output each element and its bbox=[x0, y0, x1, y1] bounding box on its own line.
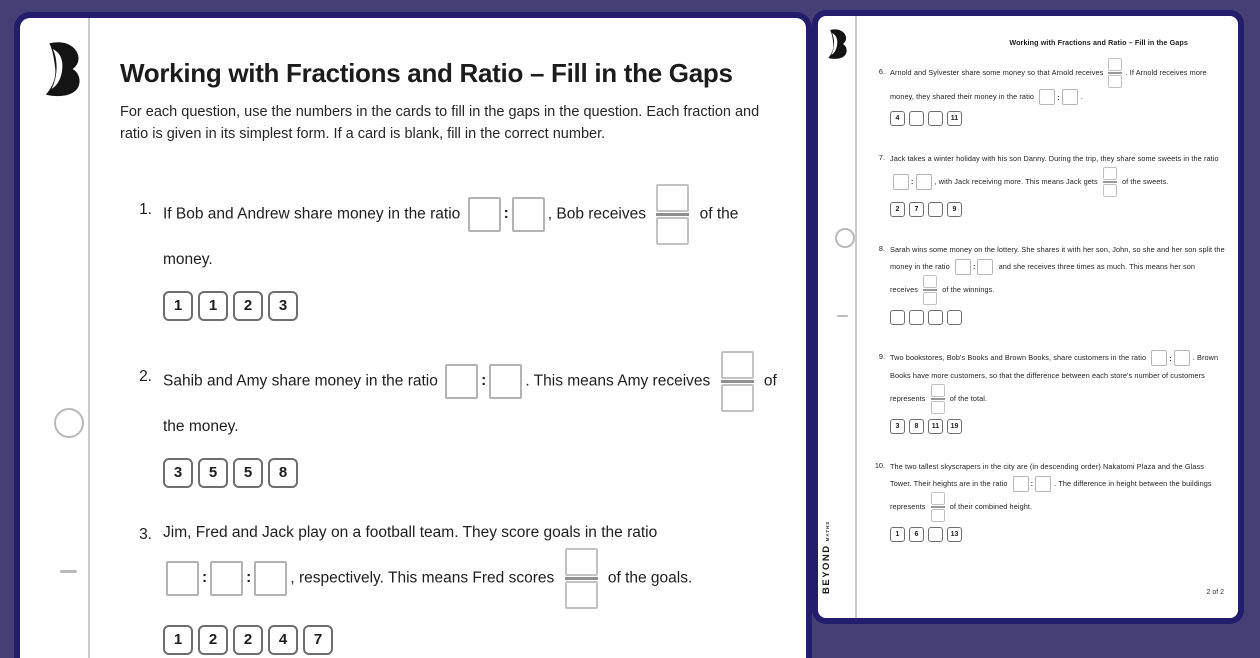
number-card: 1 bbox=[890, 527, 905, 542]
question-body bbox=[890, 349, 1225, 434]
question-text bbox=[890, 150, 1225, 197]
number-card: 2 bbox=[233, 625, 263, 655]
number-card: 8 bbox=[909, 419, 924, 434]
ratio-colon: : bbox=[503, 205, 509, 222]
ratio-colon: : bbox=[1030, 479, 1034, 489]
question-text-segment: , respectively. This means Fred scores bbox=[290, 569, 559, 587]
question-body bbox=[890, 150, 1225, 217]
question-text bbox=[890, 349, 1225, 414]
question-body bbox=[163, 184, 780, 321]
page-header-title: Working with Fractions and Ratio – Fill in the Gaps bbox=[1009, 38, 1188, 47]
ratio-colon: : bbox=[202, 569, 208, 586]
number-card: 5 bbox=[233, 458, 263, 488]
ratio-gap-boxes bbox=[1039, 89, 1078, 106]
ratio-gap-boxes bbox=[893, 173, 932, 190]
ratio-gap-boxes bbox=[1013, 475, 1052, 492]
question-text-segment: Jim, Fred and Jack play on a football team. They score goals in the ratio bbox=[163, 523, 658, 541]
page-edge-dash bbox=[60, 570, 77, 573]
fraction-line bbox=[923, 289, 937, 291]
ratio-colon: : bbox=[972, 262, 976, 272]
hole-punch-circle bbox=[54, 408, 84, 438]
ratio-gap-box bbox=[1062, 89, 1078, 105]
question-text-segment: of the goals. bbox=[603, 569, 693, 587]
number-cards bbox=[163, 625, 780, 655]
beyond-b-logo-icon bbox=[40, 40, 82, 98]
number-card: 2 bbox=[233, 291, 263, 321]
ratio-colon: : bbox=[1169, 353, 1172, 363]
fraction-numerator-box bbox=[656, 184, 689, 212]
fraction-gap bbox=[1103, 167, 1117, 197]
ratio-colon: : bbox=[481, 372, 487, 389]
question-number: 1. bbox=[139, 200, 152, 218]
page-margin-line bbox=[88, 18, 90, 658]
number-cards bbox=[890, 310, 1225, 325]
question-text-segment: of the winnings. bbox=[940, 285, 995, 295]
ratio-gap-box bbox=[1013, 476, 1029, 492]
question-text-segment: of their combined height. bbox=[947, 502, 1033, 512]
number-card bbox=[909, 310, 924, 325]
number-card bbox=[928, 310, 943, 325]
number-card: 4 bbox=[890, 111, 905, 126]
number-card bbox=[928, 202, 943, 217]
question bbox=[130, 518, 780, 655]
ratio-colon: : bbox=[911, 177, 914, 187]
number-card: 13 bbox=[947, 527, 962, 542]
number-card: 1 bbox=[198, 291, 228, 321]
question-text-segment: and she receives three times as much. This means her son receives bbox=[890, 261, 1196, 295]
ratio-gap-boxes bbox=[955, 258, 994, 275]
number-card: 3 bbox=[268, 291, 298, 321]
question-text-segment: If Bob and Andrew share money in the ratio bbox=[163, 205, 465, 223]
fraction-gap bbox=[1108, 58, 1122, 88]
ratio-gap-box bbox=[977, 259, 993, 275]
question-number: 2. bbox=[139, 367, 152, 385]
number-card: 6 bbox=[909, 527, 924, 542]
fraction-denominator-box bbox=[656, 217, 689, 245]
question-text-segment: of the money. bbox=[163, 205, 739, 268]
number-card: 2 bbox=[198, 625, 228, 655]
fraction-numerator-box bbox=[923, 275, 937, 288]
question-text-segment: The two tallest skyscrapers in the city are (in descending order) Nakatomi Plaza and the Glass Tower. Their heights are in the ratio bbox=[890, 461, 1204, 488]
number-card bbox=[928, 111, 943, 126]
fraction-numerator-box bbox=[931, 384, 945, 397]
question bbox=[872, 458, 1225, 543]
question-number: 3. bbox=[139, 525, 152, 543]
question-text bbox=[163, 518, 780, 609]
ratio-gap-box bbox=[489, 364, 522, 399]
number-cards bbox=[890, 111, 1225, 126]
fraction-denominator-box bbox=[1103, 184, 1117, 197]
question bbox=[130, 184, 780, 321]
fraction-line bbox=[1103, 181, 1117, 183]
beyond-b-logo-icon bbox=[825, 28, 848, 60]
fraction-numerator-box bbox=[1103, 167, 1117, 180]
beyond-brand-wordmark bbox=[821, 521, 832, 594]
number-cards bbox=[890, 527, 1225, 542]
question-text-segment: of the money. bbox=[163, 372, 777, 435]
question-text-segment: . The difference in height between the buildings represents bbox=[890, 478, 1212, 512]
number-card: 19 bbox=[947, 419, 962, 434]
fraction-line bbox=[565, 577, 598, 580]
number-card: 5 bbox=[198, 458, 228, 488]
ratio-gap-box bbox=[916, 174, 932, 190]
fraction-denominator-box bbox=[721, 384, 754, 412]
number-card bbox=[947, 310, 962, 325]
question-text bbox=[890, 58, 1225, 106]
right-questions bbox=[872, 58, 1225, 542]
question-text-segment: . This means Amy receives bbox=[525, 372, 715, 390]
fraction-denominator-box bbox=[931, 509, 945, 522]
question-text bbox=[163, 184, 780, 275]
question-body bbox=[163, 518, 780, 655]
number-card: 3 bbox=[163, 458, 193, 488]
brand-sub-text: MATHS bbox=[825, 520, 830, 542]
question-text bbox=[890, 241, 1225, 306]
number-card: 1 bbox=[163, 291, 193, 321]
fraction-line bbox=[721, 380, 754, 383]
fraction-numerator-box bbox=[721, 351, 754, 379]
fraction-line bbox=[656, 213, 689, 216]
question bbox=[872, 349, 1225, 434]
question bbox=[872, 241, 1225, 326]
fraction-gap bbox=[656, 184, 689, 245]
question-text-segment: Arnold and Sylvester share some money so that Arnold receives bbox=[890, 67, 1106, 77]
number-card bbox=[928, 527, 943, 542]
fraction-line bbox=[931, 506, 945, 508]
question-text-segment: , with Jack receiving more. This means Jack gets bbox=[934, 176, 1100, 186]
ratio-gap-box bbox=[955, 259, 971, 275]
fraction-numerator-box bbox=[1108, 58, 1122, 71]
question-text-segment: of the total. bbox=[947, 393, 988, 403]
question bbox=[130, 351, 780, 488]
question bbox=[872, 58, 1225, 126]
question-body bbox=[890, 241, 1225, 326]
number-card: 9 bbox=[947, 202, 962, 217]
question-number: 10. bbox=[874, 460, 885, 470]
number-cards bbox=[890, 202, 1225, 217]
ratio-gap-box bbox=[254, 561, 287, 596]
worksheet-page-2 bbox=[818, 16, 1238, 618]
number-card: 7 bbox=[303, 625, 333, 655]
page-edge-dash bbox=[837, 315, 848, 317]
fraction-numerator-box bbox=[931, 492, 945, 505]
ratio-gap-boxes bbox=[1151, 350, 1190, 367]
fraction-gap bbox=[931, 384, 945, 414]
number-card: 2 bbox=[890, 202, 905, 217]
question-text bbox=[163, 351, 780, 442]
left-questions bbox=[120, 184, 780, 655]
brand-text: BEYOND bbox=[821, 544, 832, 594]
question-text-segment: . If Arnold receives more money, they shared their money in the ratio bbox=[890, 67, 1207, 101]
question-text-segment: Jack takes a winter holiday with his son Danny. During the trip, they share some sweets in the ratio bbox=[890, 153, 1219, 163]
ratio-gap-box bbox=[1035, 476, 1051, 492]
page-margin-line bbox=[855, 16, 857, 618]
number-card: 7 bbox=[909, 202, 924, 217]
ratio-gap-boxes bbox=[468, 197, 545, 232]
fraction-gap bbox=[923, 275, 937, 305]
question-body bbox=[163, 351, 780, 488]
question-text-segment: of the sweets. bbox=[1119, 176, 1169, 186]
number-card: 8 bbox=[268, 458, 298, 488]
ratio-gap-box bbox=[893, 174, 909, 190]
question-text-segment: , Bob receives bbox=[547, 205, 651, 223]
question-number: 9. bbox=[878, 352, 885, 362]
question-number: 8. bbox=[878, 243, 885, 253]
fraction-denominator-box bbox=[931, 401, 945, 414]
fraction-line bbox=[1108, 72, 1122, 74]
number-card: 4 bbox=[268, 625, 298, 655]
page-number: 2 of 2 bbox=[1206, 589, 1224, 596]
number-card: 11 bbox=[928, 419, 943, 434]
fraction-denominator-box bbox=[1108, 75, 1122, 88]
instructions-text: For each question, use the numbers in the cards to fill in the gaps in the question. Each fraction and ratio is given in its simplest form. If a card is blank, fill in the correct number. bbox=[120, 104, 760, 142]
ratio-gap-box bbox=[445, 364, 478, 399]
ratio-gap-boxes bbox=[166, 561, 287, 596]
number-cards bbox=[163, 458, 780, 488]
number-card: 11 bbox=[947, 111, 962, 126]
ratio-gap-box bbox=[210, 561, 243, 596]
number-cards bbox=[890, 419, 1225, 434]
ratio-gap-box bbox=[468, 197, 501, 232]
ratio-gap-box bbox=[1039, 89, 1055, 105]
ratio-colon: : bbox=[246, 569, 252, 586]
question-text bbox=[890, 458, 1225, 523]
question-number: 7. bbox=[878, 152, 885, 162]
fraction-denominator-box bbox=[565, 581, 598, 609]
fraction-line bbox=[931, 398, 945, 400]
question-text-segment: . Brown Books have more customers, so that the difference between each store's number of customers represents bbox=[890, 353, 1219, 403]
number-card: 3 bbox=[890, 419, 905, 434]
worksheet-page-1 bbox=[20, 18, 806, 658]
number-card: 1 bbox=[163, 625, 193, 655]
ratio-gap-boxes bbox=[445, 364, 522, 399]
ratio-gap-box bbox=[1174, 350, 1190, 366]
question-body bbox=[890, 458, 1225, 543]
question bbox=[872, 150, 1225, 217]
question-text-segment: Sarah wins some money on the lottery. She shares it with her son, John, so she and her son split the money in the ratio bbox=[890, 244, 1225, 271]
question-text-segment: Sahib and Amy share money in the ratio bbox=[163, 372, 443, 390]
question-text-segment: . bbox=[1080, 92, 1083, 101]
question-text-segment: Two bookstores, Bob's Books and Brown Books, share customers in the ratio bbox=[890, 353, 1149, 363]
number-cards bbox=[163, 291, 780, 321]
fraction-denominator-box bbox=[923, 292, 937, 305]
number-card bbox=[890, 310, 905, 325]
question-body bbox=[890, 58, 1225, 126]
ratio-colon: : bbox=[1057, 92, 1060, 102]
ratio-gap-box bbox=[166, 561, 199, 596]
ratio-gap-box bbox=[512, 197, 545, 232]
fraction-gap bbox=[565, 548, 598, 609]
fraction-numerator-box bbox=[565, 548, 598, 576]
number-card bbox=[909, 111, 924, 126]
fraction-gap bbox=[721, 351, 754, 412]
question-number: 6. bbox=[878, 67, 885, 76]
page-title: Working with Fractions and Ratio – Fill in the Gaps bbox=[120, 58, 733, 88]
ratio-gap-box bbox=[1151, 350, 1167, 366]
hole-punch-circle bbox=[835, 228, 855, 248]
fraction-gap bbox=[931, 492, 945, 522]
